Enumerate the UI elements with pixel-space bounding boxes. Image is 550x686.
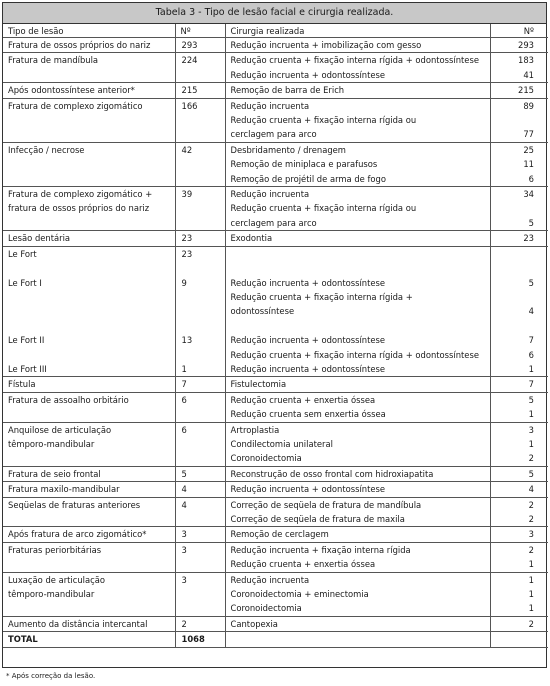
surgery-count-line: 11 [523,159,534,170]
surgery-count-line: 1 [528,409,534,420]
lesion-type-line: Fratura de complexo zigomático + [8,189,153,200]
lesion-count-line: 215 [181,85,198,96]
table-row [3,616,548,631]
surgery-performed-line: Redução incruenta + imobilização com gesso [230,40,422,50]
lesion-type [3,542,175,572]
lesion-count [175,497,225,527]
table-row [3,38,548,53]
lesion-count [175,466,225,481]
table-row [3,422,548,466]
lesion-count-line: 5 [181,468,187,479]
lesion-type-line: Após fratura de arco zigomático* [8,529,147,540]
lesion-type [3,53,175,83]
lesion-type-line: Le Fort [8,248,37,259]
lesion-count-line [182,290,211,304]
surgery-performed [225,392,490,422]
lesion-count-line: 6 [181,394,187,405]
surgery-performed-line: Remoção de projétil de arma de fogo [230,173,386,184]
surgery-performed-line: Redução cruenta + fixação interna rígida + [230,291,413,302]
lesion-count-line [182,512,211,526]
lesion-type-line: Le Fort II [8,335,45,346]
surgery-count-line: 1 [528,363,534,374]
surgery-performed-line: Redução incruenta [230,100,310,111]
surgery-performed [225,542,490,572]
surgery-performed [225,466,490,481]
table-row [3,53,548,83]
lesion-count-line [182,216,211,230]
surgery-count [490,392,548,422]
lesion-count-line [182,68,211,82]
total-empty-count [490,632,548,647]
surgery-count-line: 23 [523,233,534,244]
lesion-count-line: 23 [181,233,193,244]
lesion-type-line [8,348,171,362]
surgery-count-line [496,319,535,333]
table-row [3,482,548,497]
lesion-count [175,392,225,422]
surgery-count-line: 4 [528,484,534,495]
lesion-type [3,83,175,98]
surgery-performed [225,377,490,392]
table-row [3,142,548,186]
lesion-type [3,616,175,631]
surgery-count-line: 4 [528,306,534,317]
lesion-type [3,142,175,186]
surgery-count-line: 183 [518,55,534,66]
surgery-count-line: 7 [528,379,534,390]
lesion-count [175,38,225,53]
surgery-performed-line: Redução cruenta + fixação interna rígida + odontossíntese [230,349,479,360]
lesion-count-line: 224 [181,55,198,66]
lesion-count-line [182,587,211,601]
surgery-count-line: 2 [528,514,534,524]
lesion-type [3,187,175,231]
lesion-type-line [8,304,171,318]
lesion-count-line: 4 [181,484,187,495]
lesion-type-line [8,451,171,465]
surgery-count [490,542,548,572]
lesion-type-line: Fístula [8,379,36,390]
surgery-count [490,246,548,377]
total-empty-surgery [225,632,490,647]
lesion-type-line: Le Fort III [8,363,47,374]
lesion-count-line: 2 [181,618,187,629]
lesion-type-line [8,172,171,186]
lesion-count-line [182,407,211,421]
lesion-count [175,187,225,231]
surgery-count-line [496,201,535,215]
lesion-count [175,542,225,572]
lesion-type-line [8,407,171,421]
surgery-performed-line: Remoção de barra de Erich [230,85,345,96]
lesion-count-line: 42 [181,144,193,155]
surgery-count-line: 6 [528,349,534,360]
lesion-count-line [182,157,211,171]
surgery-performed-line: Artroplastia [230,424,280,435]
total-value: 1068 [175,632,225,647]
header-n-lesao: Nº [175,24,225,38]
surgery-count [490,482,548,497]
lesion-count-line: 23 [181,248,193,259]
lesion-type-line: Fratura de complexo zigomático [8,100,143,111]
header-cirurgia: Cirurgia realizada [225,24,490,38]
surgery-count-line: 7 [528,335,534,346]
lesion-count-line [182,437,211,451]
surgery-count-line: 89 [523,100,534,111]
lesion-type [3,38,175,53]
surgery-performed-line: Correção de seqüela de fratura de mandíbula [230,499,422,510]
surgery-count [490,527,548,542]
lesion-count-line [182,127,211,141]
total-row [3,632,548,647]
lesion-type-line: Aumento da distância intercantal [8,618,148,629]
surgery-performed-line: cerclagem para arco [230,217,317,228]
lesion-count-line: 13 [181,335,193,346]
lesion-count-line: 293 [181,40,198,50]
lesion-type-line [8,216,171,230]
header-tipo-de-lesao: Tipo de lesão [3,24,175,38]
surgery-performed-line [231,247,486,261]
lesion-count-line: 4 [181,499,187,510]
surgery-performed-line: Redução incruenta + odontossíntese [230,363,386,374]
lesion-count-line: 9 [181,277,187,288]
lesion-count-line: 1 [181,363,187,374]
table-row [3,527,548,542]
surgery-count [490,38,548,53]
lesion-type [3,527,175,542]
surgery-count-line: 2 [528,453,534,464]
lesion-type-line: Fratura de seio frontal [8,468,101,479]
surgery-count [490,142,548,186]
surgery-count [490,466,548,481]
surgery-performed-line: Redução cruenta + fixação interna rígida ou [230,203,417,214]
lesion-count-line [182,348,211,362]
surgery-performed-line: Redução cruenta + fixação interna rígida + odontossíntese [230,55,479,66]
lesion-type [3,572,175,616]
surgery-count-line: 5 [528,217,534,228]
surgery-performed [225,422,490,466]
surgery-count-line: 2 [528,499,534,510]
surgery-performed [225,246,490,377]
lesion-count-line [182,172,211,186]
lesion-count [175,246,225,377]
surgery-performed-line: Redução cruenta sem enxertia óssea [230,409,386,420]
surgery-count-line: 1 [528,603,534,614]
lesion-type-line [8,319,171,333]
surgery-performed-line: Reconstrução de osso frontal com hidroxiapatita [230,468,434,479]
lesion-count-line: 39 [181,189,193,200]
table-row [3,392,548,422]
lesion-type-line [8,557,171,571]
table-row [3,572,548,616]
surgery-performed [225,53,490,83]
lesion-count-line [182,261,211,275]
surgery-count-line: 1 [528,438,534,449]
lesion-count-line: 166 [181,100,198,111]
table-row [3,231,548,246]
table-row [3,466,548,481]
surgery-count-line [496,113,535,127]
surgery-count-line: 25 [523,144,534,155]
lesion-type-line [8,601,171,615]
surgery-performed-line: Redução cruenta + fixação interna rígida ou [230,115,417,126]
surgery-performed-line: Redução incruenta + odontossíntese [230,484,386,495]
lesion-count [175,482,225,497]
lesion-type [3,466,175,481]
lesion-type-line [8,261,171,275]
lesion-type [3,246,175,377]
surgery-performed-line: Correção de seqüela de fratura de maxila [230,514,405,524]
lesion-count-line [182,451,211,465]
lesion-type-line: Fraturas periorbitárias [8,544,102,555]
lesion-count-line: 7 [181,379,187,390]
lesion-count [175,377,225,392]
surgery-count-line: 34 [523,189,534,200]
surgery-count-line: 3 [528,424,534,435]
surgery-count-line: 5 [528,468,534,479]
surgery-performed-line: Redução incruenta + fixação interna rígida [230,544,411,555]
lesion-type-line [8,157,171,171]
lesion-count-line [182,557,211,571]
surgery-count-line [496,247,535,261]
surgery-performed [225,572,490,616]
lesion-count [175,98,225,142]
surgery-performed-line: cerclagem para arco [230,129,317,140]
header-n-cirurgia: Nº [490,24,548,38]
lesion-count [175,231,225,246]
lesion-type-line: têmporo-mandibular [8,589,95,600]
table-row [3,497,548,527]
surgery-count [490,187,548,231]
surgery-performed [225,83,490,98]
surgery-performed-line: Fistulectomia [230,379,287,390]
lesion-count-line [182,201,211,215]
surgery-performed-line: Cantopexia [230,618,278,629]
lesion-type [3,377,175,392]
lesion-type-line [8,127,171,141]
surgery-count-line: 5 [528,277,534,288]
surgery-performed-line: Remoção de miniplaca e parafusos [230,159,378,170]
surgery-performed-line: Redução cruenta + enxertia óssea [230,559,376,570]
surgery-count-line: 5 [528,394,534,405]
surgery-count-line [496,290,535,304]
surgery-performed-line: Redução cruenta + enxertia óssea [230,394,376,405]
table-row [3,377,548,392]
surgery-performed-line: Redução incruenta + odontossíntese [230,335,386,346]
surgery-performed-line: Coronoidectomia + eminectomia [230,589,369,600]
lesion-count [175,83,225,98]
surgery-performed [225,38,490,53]
surgery-count [490,53,548,83]
table-frame [2,2,547,668]
surgery-count [490,83,548,98]
lesion-type-line: Fratura maxilo-mandibular [8,484,120,495]
lesion-count-line [182,304,211,318]
lesion-type-line: Fratura de ossos próprios do nariz [8,40,151,50]
lesion-count [175,422,225,466]
surgery-table [3,24,548,648]
lesion-type-line: fratura de ossos próprios do nariz [8,203,150,214]
surgery-performed-line: Condilectomia unilateral [230,438,333,449]
lesion-count [175,572,225,616]
surgery-performed-line [231,261,486,275]
surgery-count [490,616,548,631]
lesion-type [3,392,175,422]
surgery-performed-line: Redução incruenta [230,574,310,585]
lesion-count-line: 3 [181,544,187,555]
lesion-type-line [8,68,171,82]
surgery-performed [225,231,490,246]
surgery-count [490,497,548,527]
lesion-count-line: 6 [181,424,187,435]
surgery-performed-line: Redução incruenta + odontossíntese [230,277,386,288]
lesion-type [3,497,175,527]
surgery-count [490,98,548,142]
table-caption: Tabela 3 - Tipo de lesão facial e cirurgia realizada. [3,3,546,24]
lesion-type-line: Seqüelas de fraturas anteriores [8,499,141,510]
lesion-count [175,142,225,186]
surgery-performed-line: Exodontia [230,233,273,244]
surgery-count-line [496,261,535,275]
lesion-count [175,527,225,542]
lesion-count-line: 3 [181,574,187,585]
table-row [3,542,548,572]
table-row [3,83,548,98]
surgery-performed-line: Redução incruenta + odontossíntese [230,69,386,80]
table-row [3,187,548,231]
lesion-type-line: Fratura de mandíbula [8,55,99,66]
surgery-count [490,572,548,616]
header-row [3,24,548,38]
surgery-performed-line [231,319,486,333]
lesion-count-line [182,113,211,127]
surgery-count-line: 77 [523,129,534,140]
lesion-count-line: 3 [181,529,187,540]
surgery-count-line: 2 [528,544,534,555]
surgery-count-line: 1 [528,589,534,600]
lesion-type-line: têmporo-mandibular [8,438,95,449]
surgery-performed-line: Coronoidectomia [230,453,302,464]
lesion-type-line: Lesão dentária [8,233,71,244]
lesion-type-line: Anquilose de articulação [8,424,112,435]
surgery-performed [225,142,490,186]
surgery-performed [225,497,490,527]
lesion-type [3,482,175,497]
surgery-count [490,231,548,246]
lesion-type-line [8,290,171,304]
surgery-count-line: 6 [528,173,534,184]
surgery-performed-line: Remoção de cerclagem [230,529,329,540]
surgery-count [490,422,548,466]
lesion-count-line [182,319,211,333]
surgery-count-line: 1 [528,559,534,570]
footnote: * Após correção da lesão. [6,672,96,680]
lesion-type-line: Le Fort I [8,277,42,288]
table-row [3,246,548,377]
lesion-type-line: Luxação de articulação [8,574,105,585]
lesion-type-line: Fratura de assoalho orbitário [8,394,129,405]
surgery-count-line: 293 [518,40,534,50]
surgery-performed [225,482,490,497]
surgery-count-line: 3 [528,529,534,540]
lesion-count [175,53,225,83]
surgery-performed [225,616,490,631]
surgery-count-line: 2 [528,618,534,629]
total-label: TOTAL [3,632,175,647]
surgery-count-line: 41 [523,69,534,80]
lesion-count-line [182,601,211,615]
surgery-performed-line: Redução incruenta [230,189,310,200]
surgery-count [490,377,548,392]
surgery-performed-line: Desbridamento / drenagem [230,144,346,155]
table-row [3,98,548,142]
surgery-performed [225,187,490,231]
lesion-type [3,98,175,142]
surgery-performed [225,527,490,542]
surgery-performed-line: odontossíntese [230,306,295,317]
surgery-count-line: 215 [518,85,534,96]
lesion-type-line: Infecção / necrose [8,144,85,155]
lesion-type [3,231,175,246]
surgery-performed [225,98,490,142]
surgery-performed-line: Coronoidectomia [230,603,302,614]
lesion-type-line: Após odontossíntese anterior* [8,85,135,96]
lesion-count [175,616,225,631]
lesion-type [3,422,175,466]
table-body [3,38,548,648]
lesion-type-line [8,113,171,127]
surgery-count-line: 1 [528,574,534,585]
lesion-type-line [8,512,171,526]
